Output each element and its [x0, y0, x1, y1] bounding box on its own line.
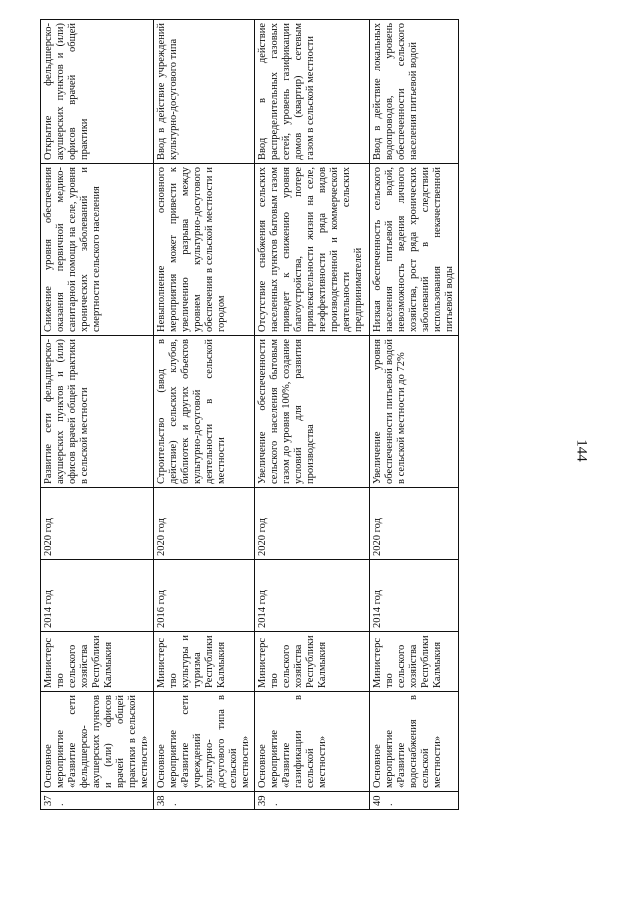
- related-indicator: Ввод в действие распределительных газовых сетей, уровень газификации домов (квартир) сетевым газом в сельской местности: [255, 20, 370, 164]
- non-implementation-consequence: Низкая обеспеченность сельского населения питьевой водой, невозможность ведения личного хозяйства, рост ряда хронических заболеваний в следствии использования некачественной питьевой воды: [370, 164, 459, 336]
- non-implementation-consequence: Снижение уровня обеспечения оказания первичной медико-санитарной помощи на селе, уровня хронических заболеваний и смертности сельского населения: [41, 164, 154, 336]
- start-year: 2016 год: [154, 560, 255, 632]
- rotated-table-container: [40, 20, 455, 810]
- non-implementation-consequence: Отсутствие снабжения сельских населенных пунктов бытовым газом приведет к снижению уровня благоустройства, потере привлекательности жизни на селе, неэффективности ряда видов производственной и коммерческой деятельности сельских предпринимателей: [255, 164, 370, 336]
- row-number: 37.: [41, 792, 154, 810]
- related-indicator: Ввод в действие учреждений культурно-досугового типа: [154, 20, 255, 164]
- end-year: 2020 год: [370, 488, 459, 560]
- measure-name: Основное мероприятие «Развитие сети учреждений культурно-досугового типа в сельской местности»: [154, 692, 255, 792]
- measures-table: [40, 19, 459, 810]
- measure-name: Основное мероприятие «Развитие сети фельдшерско-акушерских пунктов и (или) офисов врачей общей практики в сельской местности»: [41, 692, 154, 792]
- executor: Министерство сельского хозяйства Республики Калмыкия: [255, 632, 370, 692]
- expected-result: Строительство (ввод в действие) сельских клубов, библиотек и других объектов культурно-досуговой деятельности в сельской местности: [154, 336, 255, 488]
- related-indicator: Ввод в действие локальных водопроводов, уровень обеспеченности сельского населения питьевой водой: [370, 20, 459, 164]
- row-number: 38.: [154, 792, 255, 810]
- table-row: [154, 20, 255, 810]
- row-number: 40.: [370, 792, 459, 810]
- end-year: 2020 год: [41, 488, 154, 560]
- related-indicator: Открытие фельдшерско-акушерских пунктов и (или) офисов врачей общей практики: [41, 20, 154, 164]
- table-row: [370, 20, 459, 810]
- start-year: 2014 год: [370, 560, 459, 632]
- measure-name: Основное мероприятие «Развитие водоснабжения в сельской местности»: [370, 692, 459, 792]
- executor: Министерство сельского хозяйства Республики Калмыкия: [370, 632, 459, 692]
- expected-result: Увеличение обеспеченности сельского населения бытовым газом до уровня 100%, создание условий для развития производства: [255, 336, 370, 488]
- page-number: 144: [573, 439, 590, 462]
- start-year: 2014 год: [255, 560, 370, 632]
- expected-result: Развитие сети фельдшерско-акушерских пунктов и (или) офисов врачей общей практики в сельской местности: [41, 336, 154, 488]
- end-year: 2020 год: [154, 488, 255, 560]
- row-number: 39.: [255, 792, 370, 810]
- table-row: [41, 20, 154, 810]
- start-year: 2014 год: [41, 560, 154, 632]
- executor: Министерство культуры и туризма Республики Калмыкия: [154, 632, 255, 692]
- measure-name: Основное мероприятие «Развитие газификации в сельской местности»: [255, 692, 370, 792]
- end-year: 2020 год: [255, 488, 370, 560]
- non-implementation-consequence: Невыполнение основного мероприятия может привести к увеличению разрыва между уровнем культурно-досугового обеспечения в сельской местности и городом: [154, 164, 255, 336]
- executor: Министерство сельского хозяйства Республики Калмыкия: [41, 632, 154, 692]
- table-row: [255, 20, 370, 810]
- expected-result: Увеличение уровня обеспеченности питьевой водой в сельской местности до 72%: [370, 336, 459, 488]
